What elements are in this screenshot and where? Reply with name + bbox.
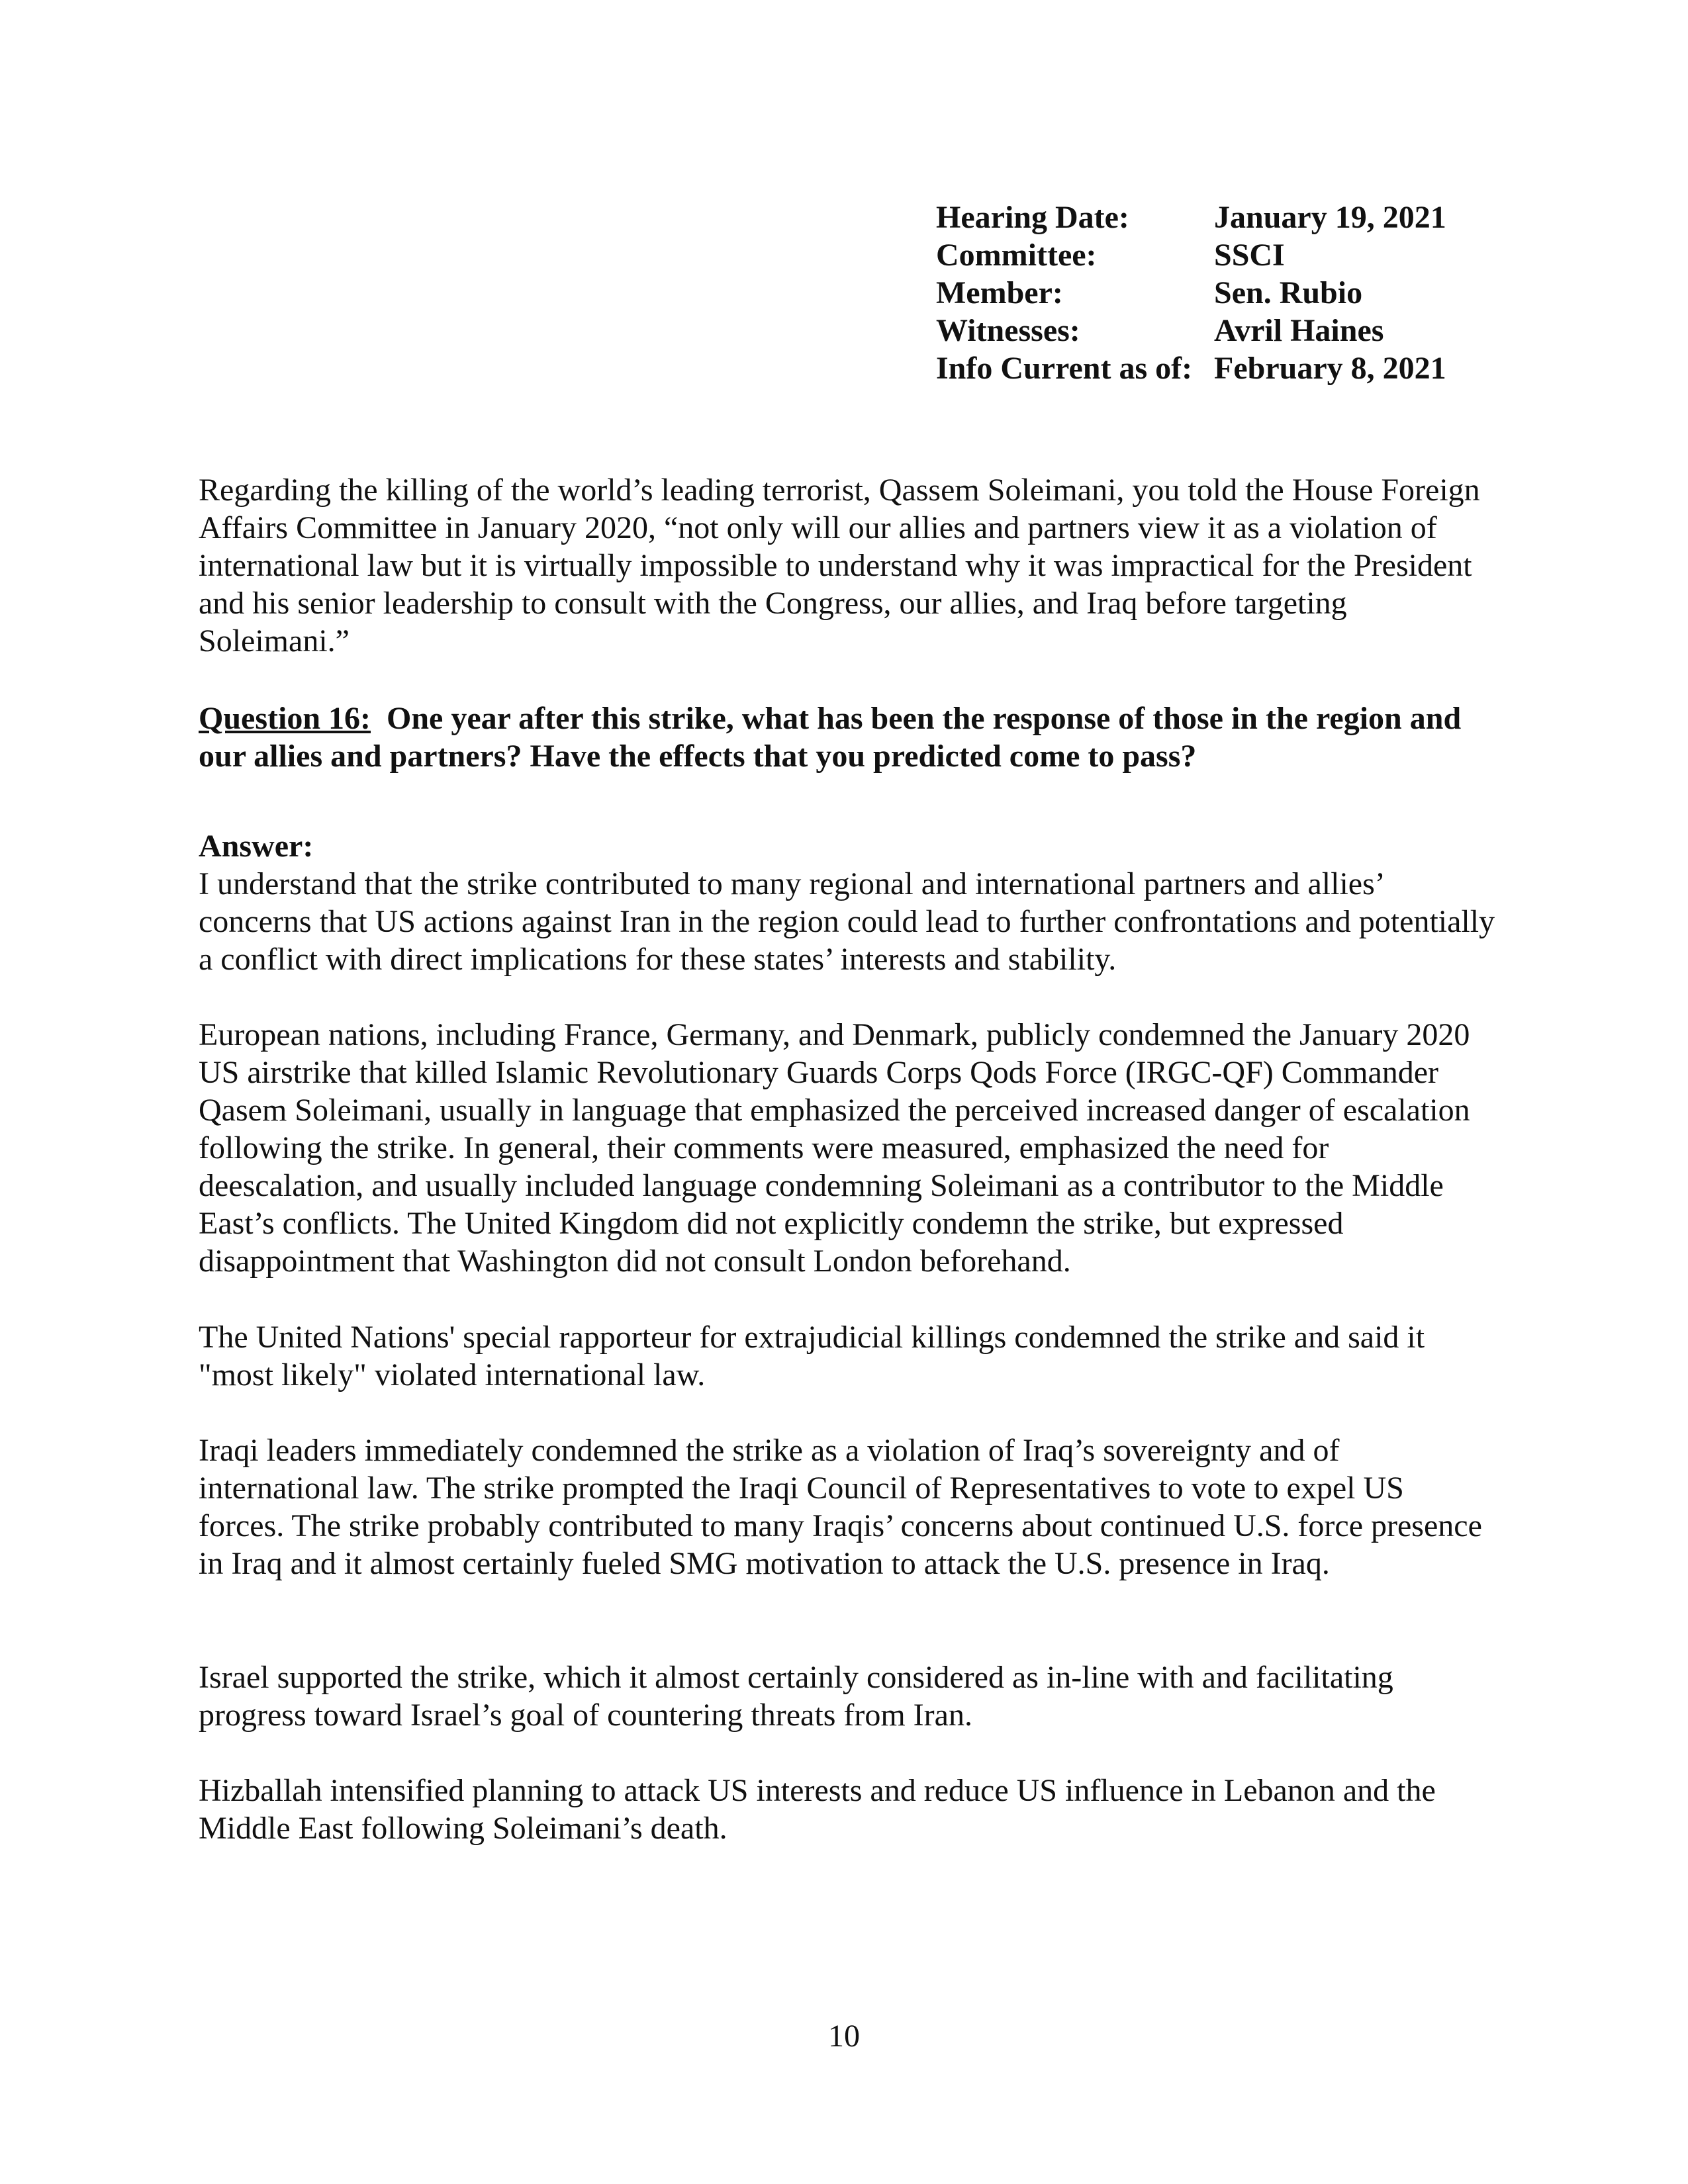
hearing-metadata: [936, 199, 1446, 387]
meta-row-hearing-date: [936, 199, 1446, 236]
question-text: One year after this strike, what has been the response of those in the region and our allies and partners? Have the effects that you predicted come to pass?: [199, 701, 1462, 774]
answer-heading: Answer:: [199, 829, 314, 864]
question-label: Question 16:: [199, 701, 371, 736]
page-number: 10: [828, 2019, 860, 2054]
meta-label: Hearing Date:: [936, 200, 1129, 235]
meta-label: Member:: [936, 275, 1063, 310]
meta-value: SSCI: [1214, 238, 1285, 273]
intro-paragraph: Regarding the killing of the world’s leading terrorist, Qassem Soleimani, you told the House Foreign Affairs Committee in January 2020, “not only will our allies and partners view it as a violation of international law but it is virtually impossible to understand why it was impractical for the President and his senior leadership to consult with the Congress, our allies, and Iraq before targeting Soleimani.”: [199, 473, 1480, 659]
meta-row-member: [936, 274, 1446, 312]
meta-label: Info Current as of:: [936, 351, 1193, 386]
answer-paragraph: European nations, including France, Germany, and Denmark, publicly condemned the January 2020 US airstrike that killed Islamic Revolutionary Guards Corps Qods Force (IRGC-QF) Commander Qasem Soleimani, usually in language that emphasized the perceived increased danger of escalation following the strike. In general, their comments were measured, emphasized the need for deescalation, and usually included language condemning Soleimani as a contributor to the Middle East’s conflicts. The United Kingdom did not explicitly condemn the strike, but expressed disappointment that Washington did not consult London beforehand.: [199, 1017, 1470, 1279]
answer-paragraph: Israel supported the strike, which it almost certainly considered as in-line with and facilitating progress toward Israel’s goal of countering threats from Iran.: [199, 1660, 1393, 1733]
meta-label: Committee:: [936, 238, 1097, 273]
meta-row-info-current: [936, 349, 1446, 387]
answer-paragraph: Iraqi leaders immediately condemned the strike as a violation of Iraq’s sovereignty and of international law. The strike prompted the Iraqi Council of Representatives to vote to expel US forces. The strike probably contributed to many Iraqis’ concerns about continued U.S. force presence in Iraq and it almost certainly fueled SMG motivation to attack the U.S. presence in Iraq.: [199, 1433, 1482, 1581]
meta-row-committee: [936, 236, 1446, 274]
answer-paragraph: The United Nations' special rapporteur for extrajudicial killings condemned the strike and said it "most likely" violated international law.: [199, 1320, 1425, 1392]
meta-value: February 8, 2021: [1214, 351, 1446, 386]
meta-value: Avril Haines: [1214, 313, 1384, 348]
meta-value: Sen. Rubio: [1214, 275, 1363, 310]
meta-row-witnesses: [936, 312, 1446, 349]
answer-paragraph: Hizballah intensified planning to attack US interests and reduce US influence in Lebanon and the Middle East following Soleimani’s death.: [199, 1773, 1436, 1846]
answer-paragraph: I understand that the strike contributed to many regional and international partners and allies’ concerns that US actions against Iran in the region could lead to further confrontations and potentially a conflict with direct implications for these states’ interests and stability.: [199, 866, 1495, 977]
question-paragraph: [199, 700, 1496, 775]
meta-value: January 19, 2021: [1214, 200, 1446, 235]
meta-label: Witnesses:: [936, 313, 1080, 348]
